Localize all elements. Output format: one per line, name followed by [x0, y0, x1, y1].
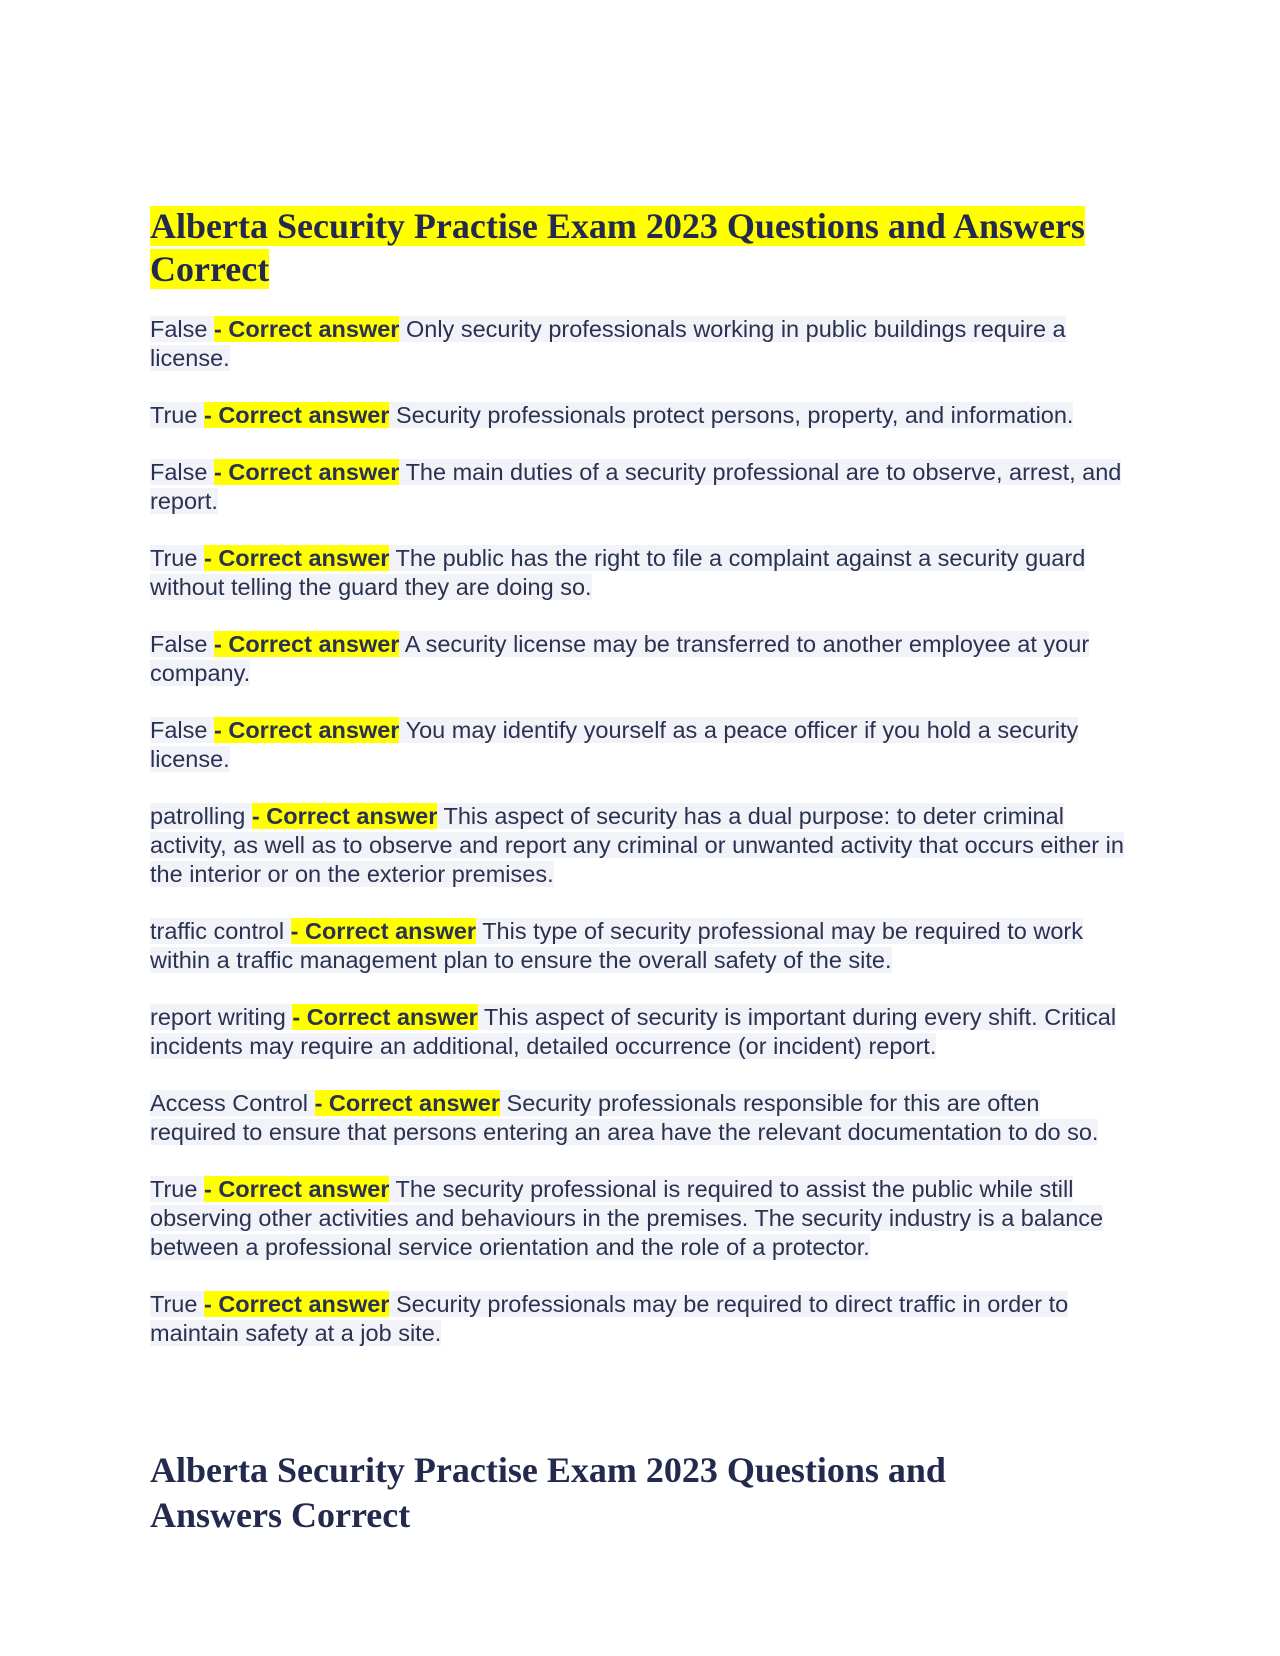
qa-item [150, 315, 1130, 373]
question-text: A security license may be transferred to another employee at your company. [150, 631, 1090, 686]
question-text: The main duties of a security professional are to observe, arrest, and report. [150, 459, 1122, 514]
qa-item [150, 1089, 1130, 1147]
answer-text: report writing [150, 1004, 286, 1030]
correct-answer-label: - Correct answer [203, 545, 390, 571]
correct-answer-label: - Correct answer [203, 1176, 390, 1202]
document-title: Alberta Security Practise Exam 2023 Questions and Answers Correct [150, 206, 1085, 289]
qa-item [150, 630, 1130, 688]
question-text: This aspect of security is important during every shift. Critical incidents may require an additional, detailed occurrence (or incident) report. [150, 1004, 1117, 1059]
qa-item [150, 458, 1130, 516]
question-text: The public has the right to file a complaint against a security guard without telling the guard they are doing so. [150, 545, 1086, 600]
correct-answer-label: - Correct answer [314, 1090, 501, 1116]
answer-text: False [150, 459, 208, 485]
question-text: Only security professionals working in public buildings require a license. [150, 316, 1066, 371]
qa-item [150, 716, 1130, 774]
question-text: You may identify yourself as a peace officer if you hold a security license. [150, 717, 1079, 772]
correct-answer-label: - Correct answer [214, 631, 400, 657]
question-text: Security professionals protect persons, property, and information. [395, 402, 1074, 428]
answer-text: True [150, 1176, 198, 1202]
answer-text: False [150, 717, 208, 743]
correct-answer-label: - Correct answer [203, 402, 390, 428]
qa-item [150, 544, 1130, 602]
question-text: This aspect of security has a dual purpose: to deter criminal activity, as well as to observe and report any criminal or unwanted activity that occurs either in the interior or on the exterior premises. [150, 803, 1124, 887]
qa-list [150, 315, 1130, 1348]
document-page [150, 205, 1130, 1535]
question-text: The security professional is required to assist the public while still observing other activities and behaviours in the premises. The security industry is a balance between a professional service orientation and the role of a protector. [150, 1176, 1104, 1260]
answer-text: True [150, 402, 198, 428]
correct-answer-label: - Correct answer [290, 918, 477, 944]
qa-item [150, 802, 1130, 889]
question-text: Security professionals may be required to direct traffic in order to maintain safety at a job site. [150, 1291, 1069, 1346]
question-text: This type of security professional may be required to work within a traffic management plan to ensure the overall safety of the site. [150, 918, 1084, 973]
correct-answer-label: - Correct answer [214, 459, 400, 485]
answer-text: False [150, 316, 208, 342]
correct-answer-label: - Correct answer [214, 316, 400, 342]
qa-item [150, 1290, 1130, 1348]
answer-text: False [150, 631, 208, 657]
qa-item [150, 401, 1130, 430]
answer-text: patrolling [150, 803, 246, 829]
correct-answer-label: - Correct answer [251, 803, 438, 829]
correct-answer-label: - Correct answer [203, 1291, 390, 1317]
correct-answer-label: - Correct answer [292, 1004, 478, 1030]
answer-text: True [150, 545, 198, 571]
correct-answer-label: - Correct answer [214, 717, 400, 743]
qa-item [150, 1175, 1130, 1262]
question-text: Security professionals responsible for this are often required to ensure that persons entering an area have the relevant documentation to do so. [150, 1090, 1099, 1145]
qa-item [150, 917, 1130, 975]
answer-text: traffic control [150, 918, 285, 944]
footer-title: Alberta Security Practise Exam 2023 Questions and Answers Correct [150, 1450, 946, 1535]
answer-text: True [150, 1291, 198, 1317]
qa-item [150, 1003, 1130, 1061]
answer-text: Access Control [150, 1090, 309, 1116]
